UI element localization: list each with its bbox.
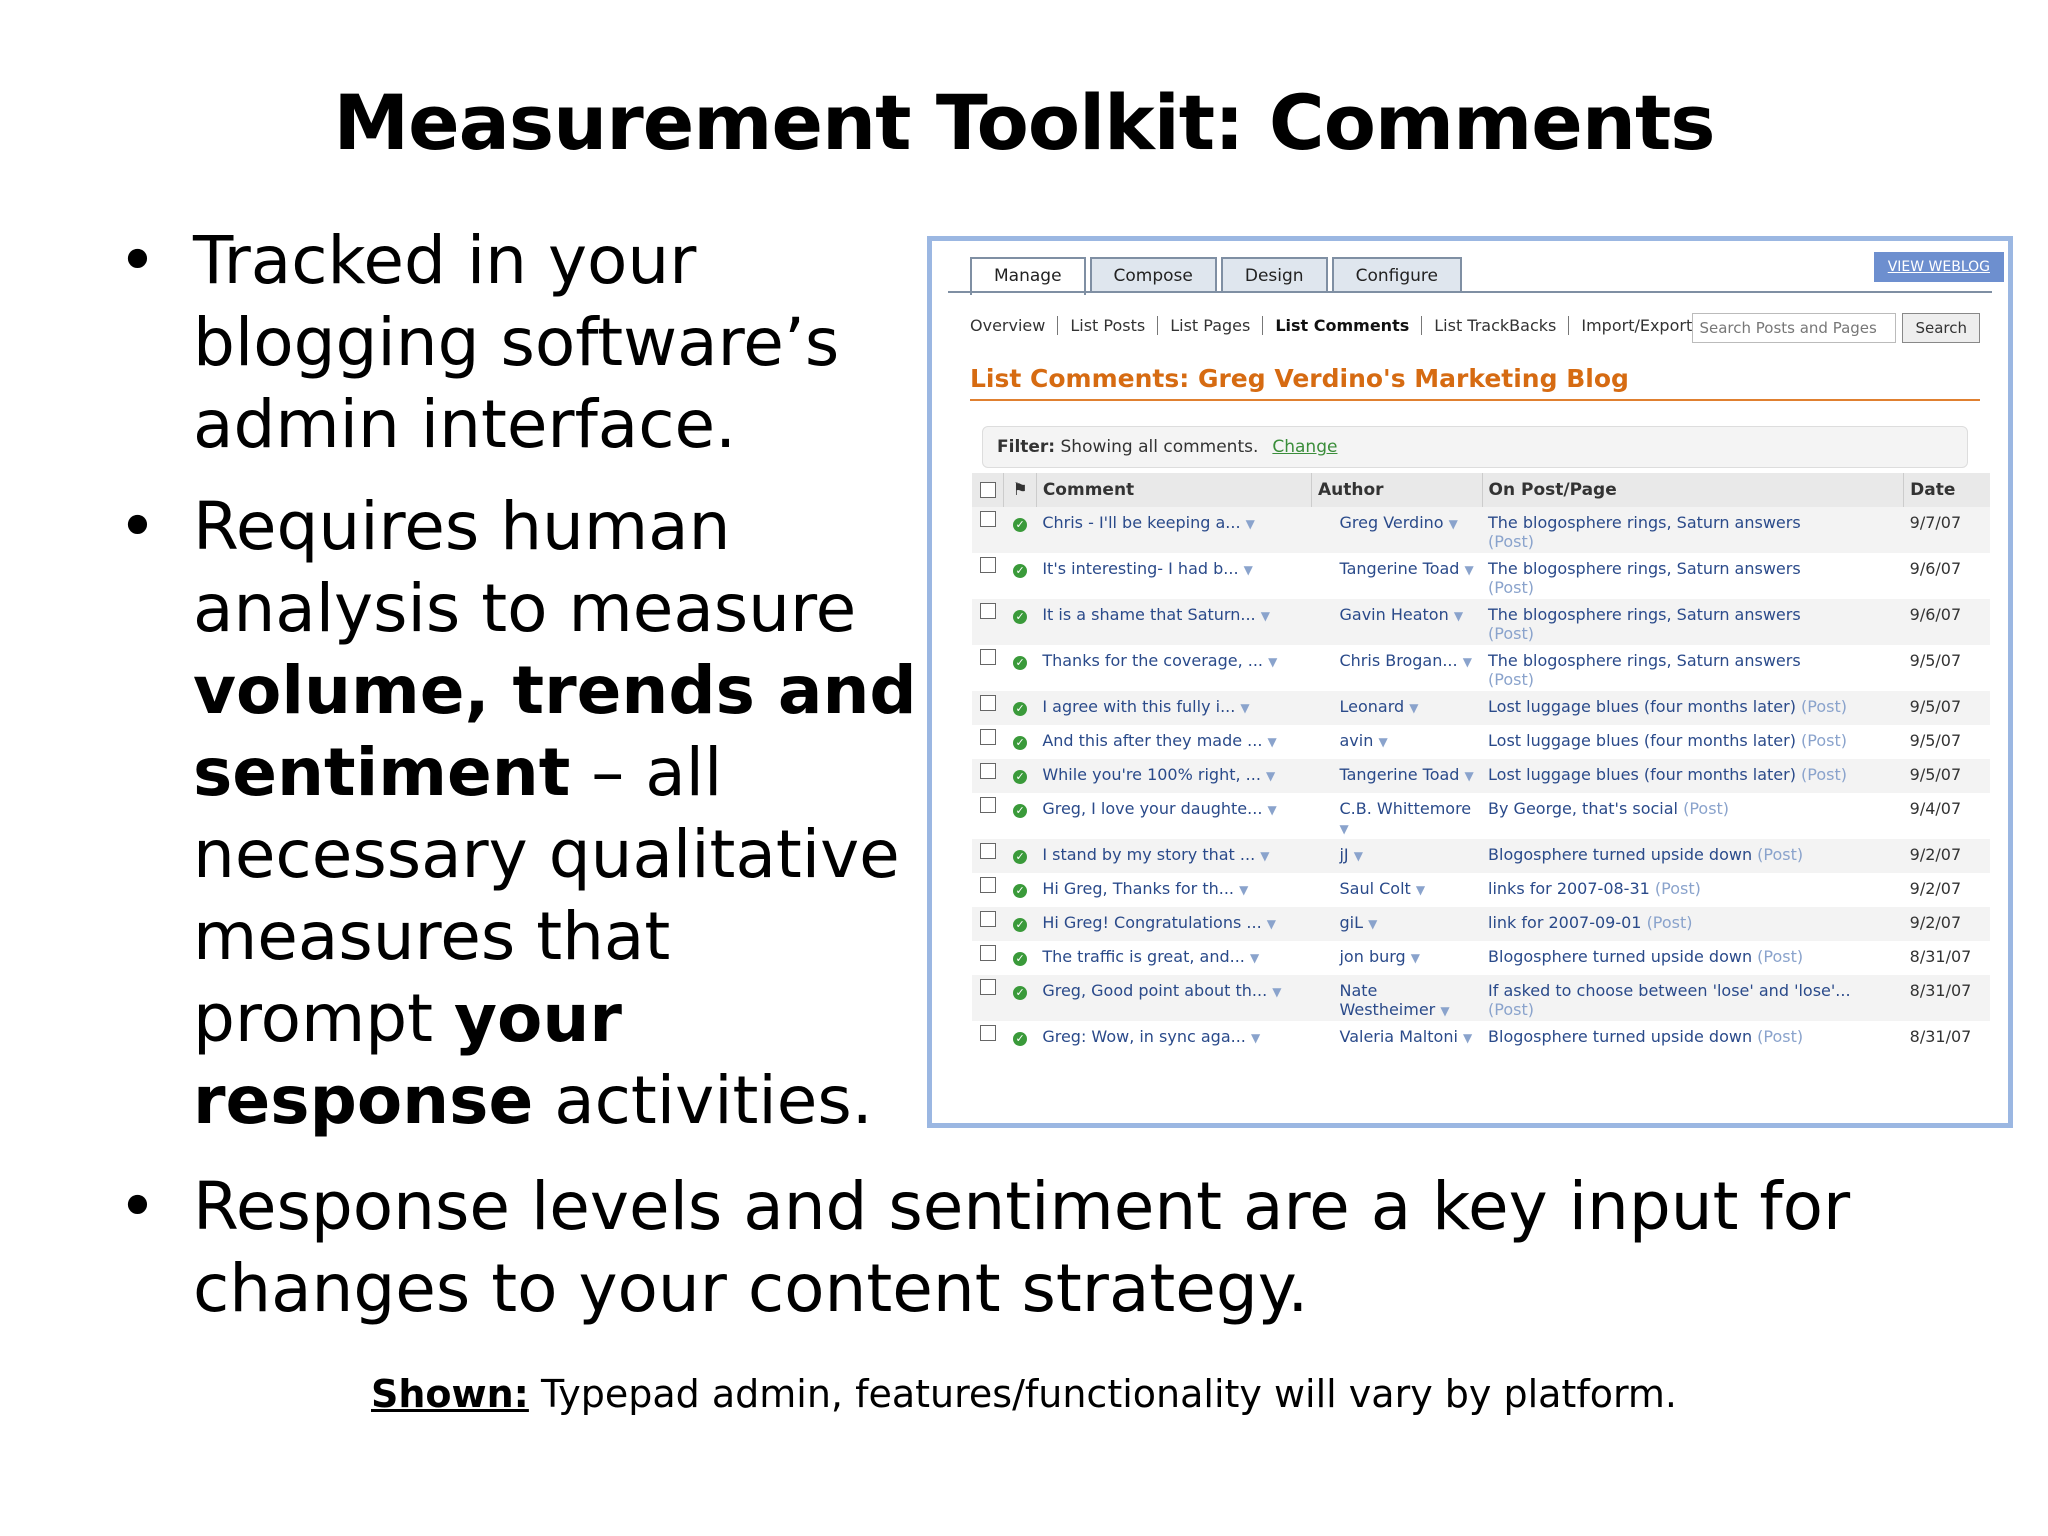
post-type: (Post)	[1646, 913, 1693, 932]
row-checkbox[interactable]	[980, 797, 996, 813]
post-cell[interactable]	[1482, 907, 1904, 941]
search-area	[1692, 313, 1980, 343]
post-title[interactable]: Lost luggage blues (four months later)	[1488, 731, 1796, 750]
comment-cell[interactable]	[1036, 1021, 1311, 1055]
footer-note	[0, 1372, 2048, 1416]
post-cell[interactable]	[1482, 941, 1904, 975]
table-row[interactable]	[972, 507, 1990, 553]
comment-excerpt[interactable]: I stand by my story that ...	[1042, 845, 1256, 864]
table-row[interactable]	[972, 839, 1990, 873]
status-cell	[1004, 793, 1036, 839]
bullet-1-text: Tracked in your blogging software’s admin interface.	[193, 222, 840, 463]
table-row[interactable]	[972, 907, 1990, 941]
post-type: (Post)	[1757, 1027, 1804, 1046]
dropdown-arrow-icon[interactable]: ▼	[1415, 883, 1426, 897]
bullet-3-text: Response levels and sentiment are a key input for changes to your content strategy.	[193, 1168, 1851, 1327]
bullet-2-text-pre: Requires human analysis to measure	[193, 488, 857, 647]
comment-cell[interactable]	[1036, 907, 1311, 941]
search-input[interactable]: Search Posts and Pages	[1692, 313, 1896, 343]
search-button[interactable]: Search	[1902, 313, 1980, 343]
table-row[interactable]	[972, 645, 1990, 691]
tab-manage[interactable]: Manage	[970, 257, 1086, 295]
bullet-2	[118, 486, 923, 1142]
dropdown-arrow-icon[interactable]: ▼	[1464, 563, 1474, 577]
table-row[interactable]	[972, 553, 1990, 599]
row-checkbox-cell	[972, 599, 1004, 645]
row-checkbox-cell	[972, 691, 1004, 725]
col-date[interactable]: Date	[1904, 473, 1990, 507]
date-cell: 8/31/07	[1904, 975, 1990, 1021]
col-on-post[interactable]: On Post/Page	[1482, 473, 1904, 507]
status-cell	[1004, 975, 1036, 1021]
dropdown-arrow-icon[interactable]: ▼	[1440, 1004, 1450, 1018]
author-cell[interactable]	[1311, 873, 1482, 907]
dropdown-arrow-icon[interactable]: ▼	[1368, 917, 1378, 931]
author-name[interactable]: C.B. Whittemore	[1339, 799, 1472, 818]
slide-title: Measurement Toolkit: Comments	[333, 78, 1715, 167]
post-type: (Post)	[1683, 799, 1730, 818]
published-check-icon: ✓	[1013, 564, 1027, 578]
dropdown-arrow-icon[interactable]: ▼	[1240, 701, 1250, 715]
flag-icon: ⚑	[1012, 480, 1028, 500]
row-checkbox[interactable]	[980, 945, 996, 961]
subnav-list-comments[interactable]: List Comments	[1263, 316, 1422, 335]
post-type: (Post)	[1488, 624, 1534, 643]
dropdown-arrow-icon[interactable]: ▼	[1249, 951, 1260, 965]
dropdown-arrow-icon[interactable]: ▼	[1260, 849, 1270, 863]
subnav-list-pages[interactable]: List Pages	[1158, 316, 1263, 335]
comment-cell[interactable]	[1036, 691, 1311, 725]
post-type: (Post)	[1801, 731, 1847, 750]
table-row[interactable]	[972, 691, 1990, 725]
published-check-icon: ✓	[1013, 804, 1027, 818]
post-title[interactable]: Lost luggage blues (four months later)	[1488, 765, 1796, 784]
row-checkbox[interactable]	[980, 695, 996, 711]
row-checkbox[interactable]	[980, 763, 996, 779]
bullet-3	[118, 1166, 1933, 1330]
row-checkbox[interactable]	[980, 877, 996, 893]
comment-excerpt[interactable]: Chris - I'll be keeping a...	[1042, 513, 1241, 532]
dropdown-arrow-icon[interactable]: ▼	[1463, 1031, 1473, 1045]
comment-excerpt[interactable]: It is a shame that Saturn...	[1042, 605, 1256, 624]
table-row[interactable]	[972, 759, 1990, 793]
status-cell	[1004, 759, 1036, 793]
comment-cell[interactable]	[1036, 873, 1311, 907]
row-checkbox[interactable]	[980, 843, 996, 859]
filter-change-link[interactable]: Change	[1272, 437, 1338, 457]
row-checkbox[interactable]	[980, 911, 996, 927]
post-type: (Post)	[1757, 947, 1804, 966]
author-name[interactable]: Greg Verdino	[1339, 513, 1444, 532]
dropdown-arrow-icon[interactable]: ▼	[1245, 517, 1255, 531]
row-checkbox[interactable]	[980, 557, 996, 573]
comment-cell[interactable]	[1036, 553, 1311, 599]
dropdown-arrow-icon[interactable]: ▼	[1267, 735, 1277, 749]
row-checkbox-cell	[972, 759, 1004, 793]
bullet-marker: •	[118, 488, 157, 565]
tab-divider	[948, 291, 1992, 293]
date-cell: 9/7/07	[1904, 507, 1990, 553]
published-check-icon: ✓	[1013, 610, 1027, 624]
status-cell	[1004, 941, 1036, 975]
row-checkbox-cell	[972, 553, 1004, 599]
date-cell: 9/2/07	[1904, 839, 1990, 873]
author-cell[interactable]	[1311, 975, 1482, 1021]
comment-excerpt[interactable]: The traffic is great, and...	[1042, 947, 1245, 966]
row-checkbox-cell	[972, 793, 1004, 839]
date-cell: 9/2/07	[1909, 879, 1962, 898]
post-title[interactable]: Blogosphere turned upside down	[1488, 845, 1753, 864]
post-type: (Post)	[1488, 532, 1534, 551]
post-cell[interactable]	[1482, 725, 1904, 759]
author-cell[interactable]	[1311, 553, 1482, 599]
table-row[interactable]	[972, 1021, 1990, 1055]
date-cell: 9/5/07	[1909, 731, 1962, 750]
dropdown-arrow-icon[interactable]: ▼	[1409, 701, 1419, 715]
author-name[interactable]: Tangerine Toad	[1339, 559, 1460, 578]
author-name[interactable]: Chris Brogan...	[1339, 651, 1458, 670]
post-cell[interactable]	[1482, 645, 1904, 691]
row-checkbox-cell	[972, 941, 1004, 975]
post-type: (Post)	[1488, 578, 1534, 597]
comment-cell[interactable]	[1036, 507, 1311, 553]
sub-navigation	[970, 316, 1704, 335]
author-cell[interactable]	[1311, 725, 1482, 759]
author-cell[interactable]	[1311, 599, 1482, 645]
post-title[interactable]: If asked to choose between 'lose' and 'lose'...	[1488, 981, 1851, 1000]
author-cell[interactable]	[1311, 941, 1482, 975]
dropdown-arrow-icon[interactable]: ▼	[1339, 822, 1349, 836]
post-title[interactable]: Blogosphere turned upside down	[1488, 947, 1753, 966]
post-cell[interactable]	[1482, 873, 1904, 907]
dropdown-arrow-icon[interactable]: ▼	[1448, 517, 1458, 531]
post-type: (Post)	[1654, 879, 1701, 898]
subnav-overview[interactable]: Overview	[970, 316, 1058, 335]
admin-tabs	[970, 257, 1462, 295]
status-cell	[1004, 873, 1036, 907]
row-checkbox[interactable]	[980, 511, 996, 527]
date-cell: 8/31/07	[1909, 1027, 1972, 1046]
bullet-marker: •	[118, 222, 157, 299]
comment-cell[interactable]	[1036, 793, 1311, 839]
row-checkbox-cell	[972, 839, 1004, 873]
date-cell: 9/4/07	[1909, 799, 1962, 818]
row-checkbox-cell	[972, 907, 1004, 941]
published-check-icon: ✓	[1013, 518, 1027, 532]
post-cell[interactable]	[1482, 793, 1904, 839]
dropdown-arrow-icon[interactable]: ▼	[1462, 655, 1472, 669]
row-checkbox[interactable]	[980, 603, 996, 619]
post-title[interactable]: Lost luggage blues (four months later)	[1488, 697, 1796, 716]
dropdown-arrow-icon[interactable]: ▼	[1378, 735, 1388, 749]
author-cell[interactable]	[1311, 839, 1482, 873]
row-checkbox[interactable]	[980, 729, 996, 745]
post-title[interactable]: The blogosphere rings, Saturn answers	[1488, 651, 1801, 670]
comment-excerpt[interactable]: Hi Greg! Congratulations ...	[1042, 913, 1262, 932]
comment-excerpt[interactable]: Greg, I love your daughte...	[1042, 799, 1263, 818]
published-check-icon: ✓	[1013, 702, 1027, 716]
status-cell	[1004, 553, 1036, 599]
published-check-icon: ✓	[1013, 770, 1027, 784]
select-all-header	[972, 473, 1004, 507]
dropdown-arrow-icon[interactable]: ▼	[1250, 1031, 1261, 1045]
subnav-list-trackbacks[interactable]: List TrackBacks	[1422, 316, 1569, 335]
comment-excerpt[interactable]: Hi Greg, Thanks for th...	[1042, 879, 1234, 898]
published-check-icon: ✓	[1013, 918, 1027, 932]
tab-configure[interactable]: Configure	[1332, 257, 1462, 293]
comment-excerpt[interactable]: I agree with this fully i...	[1042, 697, 1236, 716]
published-check-icon: ✓	[1013, 1032, 1027, 1046]
post-title[interactable]: link for 2007-09-01	[1488, 913, 1642, 932]
heading-rule	[970, 399, 1980, 401]
dropdown-arrow-icon[interactable]: ▼	[1272, 985, 1282, 999]
published-check-icon: ✓	[1013, 656, 1027, 670]
author-cell[interactable]	[1311, 759, 1482, 793]
comment-excerpt[interactable]: Greg: Wow, in sync aga...	[1042, 1027, 1246, 1046]
dropdown-arrow-icon[interactable]: ▼	[1353, 849, 1363, 863]
row-checkbox[interactable]	[980, 649, 996, 665]
table-row[interactable]	[972, 599, 1990, 645]
filter-label: Filter:	[997, 437, 1056, 457]
author-cell[interactable]	[1311, 645, 1482, 691]
bullet-1	[118, 220, 913, 466]
subnav-import-export[interactable]: Import/Export	[1581, 316, 1693, 335]
author-cell[interactable]	[1311, 793, 1482, 839]
bullet-marker: •	[118, 1168, 157, 1245]
row-checkbox-cell	[972, 645, 1004, 691]
comment-excerpt[interactable]: It's interesting- I had b...	[1042, 559, 1239, 578]
dropdown-arrow-icon[interactable]: ▼	[1410, 951, 1421, 965]
comment-cell[interactable]	[1036, 599, 1311, 645]
post-cell[interactable]	[1482, 975, 1904, 1021]
comment-excerpt[interactable]: Greg, Good point about th...	[1042, 981, 1268, 1000]
comment-cell[interactable]	[1036, 975, 1311, 1021]
date-cell: 9/2/07	[1904, 907, 1990, 941]
published-check-icon: ✓	[1013, 952, 1027, 966]
dropdown-arrow-icon[interactable]: ▼	[1239, 883, 1249, 897]
published-check-icon: ✓	[1013, 736, 1027, 750]
status-cell	[1004, 691, 1036, 725]
dropdown-arrow-icon[interactable]: ▼	[1267, 803, 1277, 817]
post-cell[interactable]	[1482, 599, 1904, 645]
author-name[interactable]: jon burg	[1339, 947, 1406, 966]
dropdown-arrow-icon[interactable]: ▼	[1268, 655, 1278, 669]
col-comment[interactable]: Comment	[1036, 473, 1311, 507]
bullet-2-text-mid: – all necessary qualitative measures that prompt	[193, 734, 900, 1057]
post-cell[interactable]	[1482, 553, 1904, 599]
author-name[interactable]: avin	[1339, 731, 1374, 750]
date-cell: 9/5/07	[1904, 691, 1990, 725]
date-cell: 9/6/07	[1904, 599, 1990, 645]
dropdown-arrow-icon[interactable]: ▼	[1243, 563, 1253, 577]
filter-bar	[982, 426, 1968, 468]
comment-cell[interactable]	[1036, 725, 1311, 759]
dropdown-arrow-icon[interactable]: ▼	[1266, 917, 1276, 931]
bullet-2-bold-2: your response	[193, 980, 622, 1139]
status-cell	[1004, 1021, 1036, 1055]
row-checkbox[interactable]	[980, 979, 996, 995]
author-cell[interactable]	[1311, 507, 1482, 553]
row-checkbox-cell	[972, 975, 1004, 1021]
author-name[interactable]: Tangerine Toad	[1339, 765, 1460, 784]
table-row[interactable]	[972, 873, 1990, 907]
row-checkbox-cell	[972, 725, 1004, 759]
footer-text: Typepad admin, features/functionality will vary by platform.	[528, 1372, 1677, 1416]
date-cell: 8/31/07	[1909, 947, 1972, 966]
comment-cell[interactable]	[1036, 941, 1311, 975]
dropdown-arrow-icon[interactable]: ▼	[1260, 609, 1270, 623]
table-header-row	[972, 473, 1990, 507]
post-title[interactable]: By George, that's social	[1488, 799, 1678, 818]
comment-cell[interactable]	[1036, 839, 1311, 873]
post-cell[interactable]	[1482, 507, 1904, 553]
published-check-icon: ✓	[1013, 850, 1027, 864]
comment-cell[interactable]	[1036, 759, 1311, 793]
status-cell	[1004, 507, 1036, 553]
author-cell[interactable]	[1311, 907, 1482, 941]
select-all-checkbox[interactable]	[980, 482, 996, 498]
author-name[interactable]: Nate Westheimer	[1339, 981, 1436, 1019]
author-name[interactable]: Gavin Heaton	[1339, 605, 1449, 624]
dropdown-arrow-icon[interactable]: ▼	[1453, 609, 1464, 623]
post-type: (Post)	[1801, 697, 1847, 716]
author-cell[interactable]	[1311, 1021, 1482, 1055]
post-title[interactable]: Blogosphere turned upside down	[1488, 1027, 1753, 1046]
filter-text: Showing all comments.	[1055, 437, 1259, 457]
status-cell	[1004, 725, 1036, 759]
post-type: (Post)	[1801, 765, 1847, 784]
status-header	[1004, 473, 1036, 507]
dropdown-arrow-icon[interactable]: ▼	[1266, 769, 1276, 783]
comment-cell[interactable]	[1036, 645, 1311, 691]
table-row[interactable]	[972, 975, 1990, 1021]
post-cell[interactable]	[1482, 1021, 1904, 1055]
post-title[interactable]: The blogosphere rings, Saturn answers	[1488, 559, 1801, 578]
author-cell[interactable]	[1311, 691, 1482, 725]
author-name[interactable]: Saul Colt	[1339, 879, 1411, 898]
published-check-icon: ✓	[1013, 884, 1027, 898]
table-row[interactable]	[972, 793, 1990, 839]
comments-table	[972, 473, 1990, 1055]
post-type: (Post)	[1757, 845, 1804, 864]
author-name[interactable]: jJ	[1339, 845, 1349, 864]
published-check-icon: ✓	[1013, 986, 1027, 1000]
date-cell: 9/5/07	[1904, 759, 1990, 793]
comment-excerpt[interactable]: And this after they made ...	[1042, 731, 1263, 750]
dropdown-arrow-icon[interactable]: ▼	[1464, 769, 1474, 783]
status-cell	[1004, 839, 1036, 873]
status-cell	[1004, 599, 1036, 645]
status-cell	[1004, 645, 1036, 691]
author-name[interactable]: giL	[1339, 913, 1363, 932]
col-author[interactable]: Author	[1311, 473, 1482, 507]
footer-label: Shown:	[371, 1372, 529, 1416]
admin-screenshot	[927, 236, 2013, 1128]
post-cell[interactable]	[1482, 691, 1904, 725]
date-cell: 9/6/07	[1909, 559, 1962, 578]
subnav-list-posts[interactable]: List Posts	[1058, 316, 1158, 335]
row-checkbox-cell	[972, 507, 1004, 553]
comment-excerpt[interactable]: Thanks for the coverage, ...	[1042, 651, 1264, 670]
row-checkbox-cell	[972, 1021, 1004, 1055]
comment-excerpt[interactable]: While you're 100% right, ...	[1042, 765, 1261, 784]
author-name[interactable]: Leonard	[1339, 697, 1405, 716]
table-row[interactable]	[972, 941, 1990, 975]
row-checkbox[interactable]	[980, 1025, 996, 1041]
post-type: (Post)	[1488, 1000, 1534, 1019]
tab-design[interactable]: Design	[1221, 257, 1328, 293]
author-name[interactable]: Valeria Maltoni	[1339, 1027, 1458, 1046]
date-cell: 9/5/07	[1909, 651, 1962, 670]
table-row[interactable]	[972, 725, 1990, 759]
bullet-2-bold-1: volume, trends and sentiment	[193, 652, 917, 811]
page-heading: List Comments: Greg Verdino's Marketing Blog	[970, 364, 1629, 393]
tab-compose[interactable]: Compose	[1090, 257, 1217, 293]
status-cell	[1004, 907, 1036, 941]
post-title[interactable]: The blogosphere rings, Saturn answers	[1488, 605, 1801, 624]
post-type: (Post)	[1488, 670, 1534, 689]
post-title[interactable]: links for 2007-08-31	[1488, 879, 1650, 898]
view-weblog-link[interactable]: VIEW WEBLOG	[1874, 252, 2004, 282]
bullet-2-text-post: activities.	[533, 1062, 873, 1139]
post-cell[interactable]	[1482, 839, 1904, 873]
post-cell[interactable]	[1482, 759, 1904, 793]
post-title[interactable]: The blogosphere rings, Saturn answers	[1488, 513, 1801, 532]
row-checkbox-cell	[972, 873, 1004, 907]
